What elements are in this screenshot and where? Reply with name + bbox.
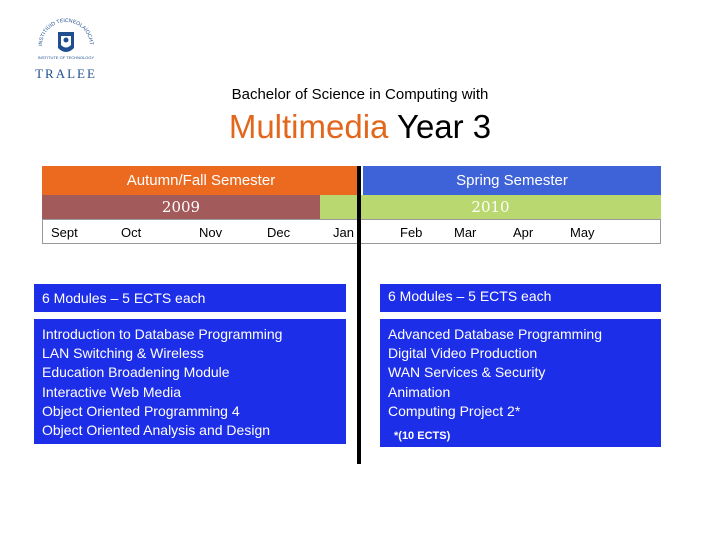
year-first-bar: 2009	[42, 195, 320, 219]
module-item: Interactive Web Media	[42, 383, 182, 400]
spring-semester-bar: Spring Semester	[363, 166, 661, 195]
module-item: Object Oriented Analysis and Design	[42, 422, 271, 439]
autumn-modules-heading: 6 Modules – 5 ECTS each	[34, 284, 346, 312]
module-item: Computing Project 2*	[388, 402, 521, 419]
logo-name: TRALEE	[35, 66, 97, 81]
month-label: Feb	[400, 225, 423, 240]
module-item: Education Broadening Module	[42, 364, 230, 381]
module-item: Object Oriented Programming 4	[42, 402, 240, 419]
module-item: Advanced Database Programming	[388, 326, 603, 342]
module-item: LAN Switching & Wireless	[42, 345, 204, 362]
semester-divider	[357, 166, 361, 464]
autumn-modules-list	[34, 319, 346, 444]
month-label: May	[570, 225, 595, 240]
spring-modules-list	[380, 319, 661, 447]
title-accent: Multimedia	[228, 108, 389, 145]
month-label: Mar	[454, 225, 477, 240]
module-item: Digital Video Production	[388, 345, 538, 362]
month-label: Sept	[51, 225, 78, 240]
module-item: WAN Services & Security	[388, 364, 546, 381]
year-second-bar: 2010	[320, 195, 661, 219]
title-rest: Year 3	[388, 108, 492, 145]
institute-crest-icon	[20, 12, 112, 84]
page-subtitle: Bachelor of Science in Computing with	[231, 86, 489, 103]
month-label: Nov	[199, 225, 223, 240]
months-row	[42, 219, 661, 244]
module-item: Animation	[388, 383, 451, 400]
page-title	[150, 108, 570, 146]
module-item: Introduction to Database Programming	[42, 326, 283, 342]
month-label: Apr	[513, 225, 534, 240]
project-ects-note: *(10 ECTS)	[394, 430, 451, 443]
institute-logo	[20, 12, 112, 84]
month-label: Jan	[333, 225, 354, 240]
month-label: Dec	[267, 225, 291, 240]
logo-ring-text: INSTITIÚID TEICNEOLAÍOCHT	[37, 17, 94, 47]
logo-bottom-text: INSTITUTE OF TECHNOLOGY	[37, 55, 95, 60]
autumn-semester-bar: Autumn/Fall Semester	[42, 166, 360, 195]
spring-modules-heading: 6 Modules – 5 ECTS each	[380, 284, 661, 312]
month-label: Oct	[121, 225, 142, 240]
